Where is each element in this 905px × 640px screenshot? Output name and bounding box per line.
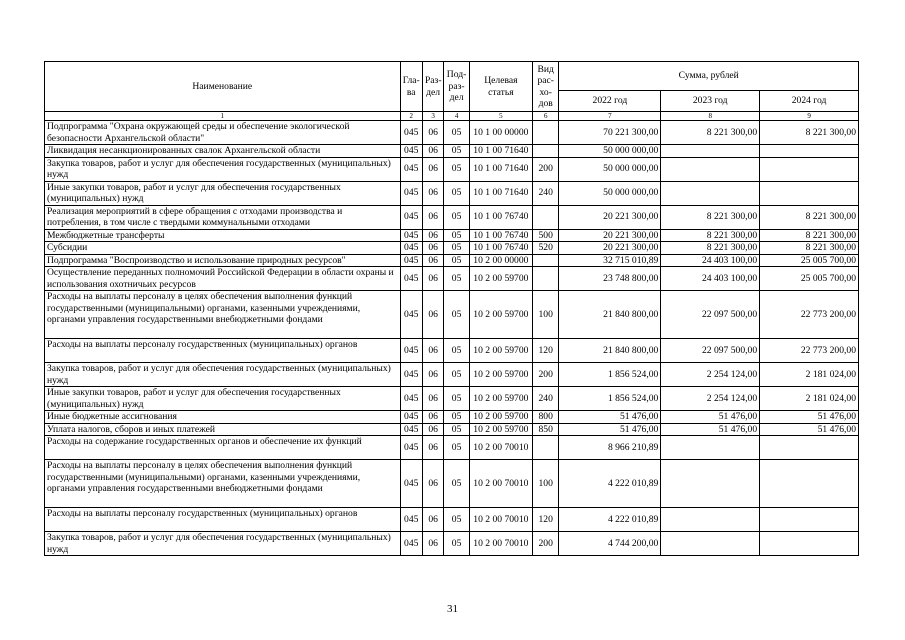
row-glava: 045 (400, 387, 422, 411)
col-number: 8 (661, 112, 760, 121)
table-row (45, 460, 859, 508)
table-row (45, 363, 859, 387)
row-expense-type: 240 (532, 387, 558, 411)
header-sum: Сумма, рублей (559, 62, 859, 91)
row-razdel: 06 (422, 254, 443, 267)
row-sum-2023: 51 476,00 (661, 411, 760, 424)
row-expense-type: 200 (532, 363, 558, 387)
col-number: 1 (45, 112, 401, 121)
row-podrazdel: 05 (444, 423, 469, 436)
row-podrazdel: 05 (444, 157, 469, 181)
row-glava: 045 (400, 508, 422, 532)
row-razdel: 06 (422, 267, 443, 291)
row-sum-2024: 2 181 024,00 (760, 387, 859, 411)
row-sum-2024: 22 773 200,00 (760, 339, 859, 363)
row-target-article: 10 2 00 70010 (469, 532, 532, 556)
row-glava: 045 (400, 121, 422, 145)
row-razdel: 06 (422, 121, 443, 145)
row-target-article: 10 1 00 76740 (469, 205, 532, 229)
row-razdel: 06 (422, 145, 443, 158)
row-glava: 045 (400, 363, 422, 387)
row-glava: 045 (400, 460, 422, 508)
row-sum-2022: 4 222 010,89 (559, 508, 661, 532)
table-row (45, 291, 859, 339)
row-expense-type: 800 (532, 411, 558, 424)
row-razdel: 06 (422, 411, 443, 424)
header-podrazdel: Под- раз- дел (444, 62, 469, 112)
table-row (45, 508, 859, 532)
row-razdel: 06 (422, 291, 443, 339)
row-glava: 045 (400, 242, 422, 255)
row-glava: 045 (400, 339, 422, 363)
row-podrazdel: 05 (444, 242, 469, 255)
header-glava: Гла- ва (400, 62, 422, 112)
row-sum-2024 (760, 157, 859, 181)
table-row (45, 205, 859, 229)
row-sum-2023: 24 403 100,00 (661, 254, 760, 267)
row-sum-2024: 8 221 300,00 (760, 229, 859, 242)
row-podrazdel: 05 (444, 267, 469, 291)
row-sum-2023: 2 254 124,00 (661, 387, 760, 411)
table-header (45, 62, 859, 121)
row-podrazdel: 05 (444, 181, 469, 205)
row-target-article: 10 2 00 59700 (469, 363, 532, 387)
row-expense-type: 240 (532, 181, 558, 205)
row-expense-type (532, 254, 558, 267)
row-name: Субсидии (45, 242, 401, 255)
header-name: Наименование (45, 62, 401, 112)
row-sum-2023: 8 221 300,00 (661, 229, 760, 242)
row-sum-2023: 24 403 100,00 (661, 267, 760, 291)
row-razdel: 06 (422, 205, 443, 229)
row-expense-type: 850 (532, 423, 558, 436)
row-glava: 045 (400, 205, 422, 229)
row-name: Расходы на выплаты персоналу в целях обеспечения выполнения функций государственными (муниципальными) органами, казенными учреждениями, органами управления государственными внебюджетными фондами (45, 460, 401, 508)
row-glava: 045 (400, 423, 422, 436)
row-target-article: 10 2 00 70010 (469, 460, 532, 508)
row-glava: 045 (400, 145, 422, 158)
row-sum-2023: 51 476,00 (661, 423, 760, 436)
row-sum-2022: 70 221 300,00 (559, 121, 661, 145)
header-year-2022: 2022 год (559, 91, 661, 112)
row-podrazdel: 05 (444, 254, 469, 267)
row-sum-2023 (661, 157, 760, 181)
row-target-article: 10 2 00 59700 (469, 267, 532, 291)
row-name: Подпрограмма "Воспроизводство и использование природных ресурсов" (45, 254, 401, 267)
row-target-article: 10 1 00 76740 (469, 242, 532, 255)
row-name: Расходы на выплаты персоналу государственных (муниципальных) органов (45, 339, 401, 363)
row-razdel: 06 (422, 339, 443, 363)
row-glava: 045 (400, 267, 422, 291)
row-glava: 045 (400, 532, 422, 556)
header-year-2024: 2024 год (760, 91, 859, 112)
col-number: 7 (559, 112, 661, 121)
row-name: Закупка товаров, работ и услуг для обеспечения государственных (муниципальных) нужд (45, 532, 401, 556)
row-name: Иные закупки товаров, работ и услуг для обеспечения государственных (муниципальных) нужд (45, 387, 401, 411)
row-sum-2024: 51 476,00 (760, 411, 859, 424)
table-row (45, 436, 859, 460)
row-expense-type: 500 (532, 229, 558, 242)
row-sum-2022: 50 000 000,00 (559, 181, 661, 205)
row-expense-type: 520 (532, 242, 558, 255)
row-sum-2022: 51 476,00 (559, 411, 661, 424)
row-sum-2022: 20 221 300,00 (559, 205, 661, 229)
row-razdel: 06 (422, 423, 443, 436)
row-expense-type: 120 (532, 508, 558, 532)
table-row (45, 157, 859, 181)
row-podrazdel: 05 (444, 339, 469, 363)
col-number: 9 (760, 112, 859, 121)
header-razdel: Раз- дел (422, 62, 443, 112)
row-sum-2023 (661, 532, 760, 556)
row-razdel: 06 (422, 387, 443, 411)
row-name: Осуществление переданных полномочий Российской Федерации в области охраны и использования охотничьих ресурсов (45, 267, 401, 291)
row-razdel: 06 (422, 229, 443, 242)
table-row (45, 339, 859, 363)
table-row (45, 145, 859, 158)
col-number: 3 (422, 112, 443, 121)
row-sum-2024: 8 221 300,00 (760, 121, 859, 145)
row-target-article: 10 2 00 70010 (469, 508, 532, 532)
row-target-article: 10 1 00 00000 (469, 121, 532, 145)
table-row (45, 387, 859, 411)
row-target-article: 10 2 00 59700 (469, 339, 532, 363)
row-sum-2023 (661, 181, 760, 205)
row-name: Подпрограмма "Охрана окружающей среды и обеспечение экологической безопасности Архангельской области" (45, 121, 401, 145)
row-sum-2023 (661, 436, 760, 460)
row-sum-2024: 22 773 200,00 (760, 291, 859, 339)
row-expense-type (532, 205, 558, 229)
row-sum-2022: 20 221 300,00 (559, 229, 661, 242)
table-row (45, 423, 859, 436)
row-razdel: 06 (422, 436, 443, 460)
row-sum-2022: 50 000 000,00 (559, 145, 661, 158)
row-glava: 045 (400, 291, 422, 339)
row-sum-2024: 8 221 300,00 (760, 205, 859, 229)
row-expense-type (532, 436, 558, 460)
row-sum-2023: 8 221 300,00 (661, 121, 760, 145)
row-sum-2022: 21 840 800,00 (559, 291, 661, 339)
row-razdel: 06 (422, 460, 443, 508)
row-expense-type: 100 (532, 460, 558, 508)
row-sum-2024: 2 181 024,00 (760, 363, 859, 387)
row-razdel: 06 (422, 181, 443, 205)
row-target-article: 10 2 00 59700 (469, 411, 532, 424)
row-sum-2024: 25 005 700,00 (760, 254, 859, 267)
row-sum-2022: 8 966 210,89 (559, 436, 661, 460)
row-sum-2024 (760, 532, 859, 556)
col-number: 2 (400, 112, 422, 121)
col-number: 5 (469, 112, 532, 121)
row-podrazdel: 05 (444, 411, 469, 424)
row-razdel: 06 (422, 532, 443, 556)
row-glava: 045 (400, 254, 422, 267)
row-glava: 045 (400, 157, 422, 181)
row-podrazdel: 05 (444, 145, 469, 158)
row-sum-2023: 22 097 500,00 (661, 339, 760, 363)
row-target-article: 10 1 00 71640 (469, 145, 532, 158)
row-podrazdel: 05 (444, 460, 469, 508)
row-name: Уплата налогов, сборов и иных платежей (45, 423, 401, 436)
row-podrazdel: 05 (444, 387, 469, 411)
row-target-article: 10 2 00 00000 (469, 254, 532, 267)
row-sum-2023: 8 221 300,00 (661, 242, 760, 255)
table-row (45, 242, 859, 255)
row-target-article: 10 1 00 71640 (469, 157, 532, 181)
row-expense-type (532, 267, 558, 291)
col-number: 4 (444, 112, 469, 121)
row-sum-2024: 25 005 700,00 (760, 267, 859, 291)
row-sum-2023 (661, 145, 760, 158)
row-name: Реализация мероприятий в сфере обращения с отходами производства и потребления, в том числе с твердыми коммунальными отходами (45, 205, 401, 229)
table-row (45, 532, 859, 556)
row-razdel: 06 (422, 157, 443, 181)
row-target-article: 10 2 00 59700 (469, 423, 532, 436)
row-podrazdel: 05 (444, 363, 469, 387)
row-expense-type: 100 (532, 291, 558, 339)
row-sum-2023 (661, 460, 760, 508)
row-expense-type: 200 (532, 532, 558, 556)
row-glava: 045 (400, 229, 422, 242)
table-row (45, 121, 859, 145)
table-body (45, 121, 859, 556)
row-podrazdel: 05 (444, 436, 469, 460)
row-target-article: 10 1 00 76740 (469, 229, 532, 242)
row-name: Закупка товаров, работ и услуг для обеспечения государственных (муниципальных) нужд (45, 157, 401, 181)
row-name: Ликвидация несанкционированных свалок Архангельской области (45, 145, 401, 158)
row-name: Иные закупки товаров, работ и услуг для обеспечения государственных (муниципальных) нужд (45, 181, 401, 205)
row-glava: 045 (400, 436, 422, 460)
row-expense-type: 200 (532, 157, 558, 181)
row-podrazdel: 05 (444, 532, 469, 556)
row-expense-type (532, 145, 558, 158)
table-row (45, 267, 859, 291)
page-number: 31 (447, 603, 458, 615)
row-sum-2022: 1 856 524,00 (559, 363, 661, 387)
table-row (45, 411, 859, 424)
row-sum-2024 (760, 145, 859, 158)
row-sum-2024 (760, 181, 859, 205)
row-razdel: 06 (422, 508, 443, 532)
row-sum-2023: 8 221 300,00 (661, 205, 760, 229)
header-target-article: Целевая статья (469, 62, 532, 112)
row-sum-2022: 32 715 010,89 (559, 254, 661, 267)
row-name: Расходы на выплаты персоналу государственных (муниципальных) органов (45, 508, 401, 532)
row-target-article: 10 2 00 70010 (469, 436, 532, 460)
budget-table (44, 61, 859, 556)
row-sum-2022: 4 222 010,89 (559, 460, 661, 508)
table-row (45, 181, 859, 205)
row-name: Расходы на содержание государственных органов и обеспечение их функций (45, 436, 401, 460)
table-row (45, 229, 859, 242)
row-sum-2022: 23 748 800,00 (559, 267, 661, 291)
row-podrazdel: 05 (444, 291, 469, 339)
row-sum-2022: 4 744 200,00 (559, 532, 661, 556)
col-number: 6 (532, 112, 558, 121)
row-podrazdel: 05 (444, 229, 469, 242)
row-sum-2023: 2 254 124,00 (661, 363, 760, 387)
row-sum-2022: 51 476,00 (559, 423, 661, 436)
row-target-article: 10 1 00 71640 (469, 181, 532, 205)
budget-table-container (44, 61, 859, 556)
row-name: Иные бюджетные ассигнования (45, 411, 401, 424)
row-sum-2024 (760, 508, 859, 532)
row-target-article: 10 2 00 59700 (469, 291, 532, 339)
row-razdel: 06 (422, 242, 443, 255)
row-sum-2023 (661, 508, 760, 532)
row-sum-2024: 51 476,00 (760, 423, 859, 436)
row-name: Межбюджетные трансферты (45, 229, 401, 242)
row-podrazdel: 05 (444, 205, 469, 229)
row-name: Закупка товаров, работ и услуг для обеспечения государственных (муниципальных) нужд (45, 363, 401, 387)
row-sum-2024 (760, 460, 859, 508)
row-sum-2024 (760, 436, 859, 460)
row-glava: 045 (400, 411, 422, 424)
row-sum-2022: 50 000 000,00 (559, 157, 661, 181)
row-name: Расходы на выплаты персоналу в целях обеспечения выполнения функций государственными (муниципальными) органами, казенными учреждениями, органами управления государственными внебюджетными фондами (45, 291, 401, 339)
row-sum-2022: 20 221 300,00 (559, 242, 661, 255)
row-expense-type: 120 (532, 339, 558, 363)
row-target-article: 10 2 00 59700 (469, 387, 532, 411)
row-sum-2022: 1 856 524,00 (559, 387, 661, 411)
table-row (45, 254, 859, 267)
row-expense-type (532, 121, 558, 145)
row-razdel: 06 (422, 363, 443, 387)
row-sum-2022: 21 840 800,00 (559, 339, 661, 363)
header-year-2023: 2023 год (661, 91, 760, 112)
row-glava: 045 (400, 181, 422, 205)
row-sum-2023: 22 097 500,00 (661, 291, 760, 339)
row-podrazdel: 05 (444, 121, 469, 145)
row-podrazdel: 05 (444, 508, 469, 532)
row-sum-2024: 8 221 300,00 (760, 242, 859, 255)
header-expense-type: Вид рас- хо- дов (532, 62, 558, 112)
